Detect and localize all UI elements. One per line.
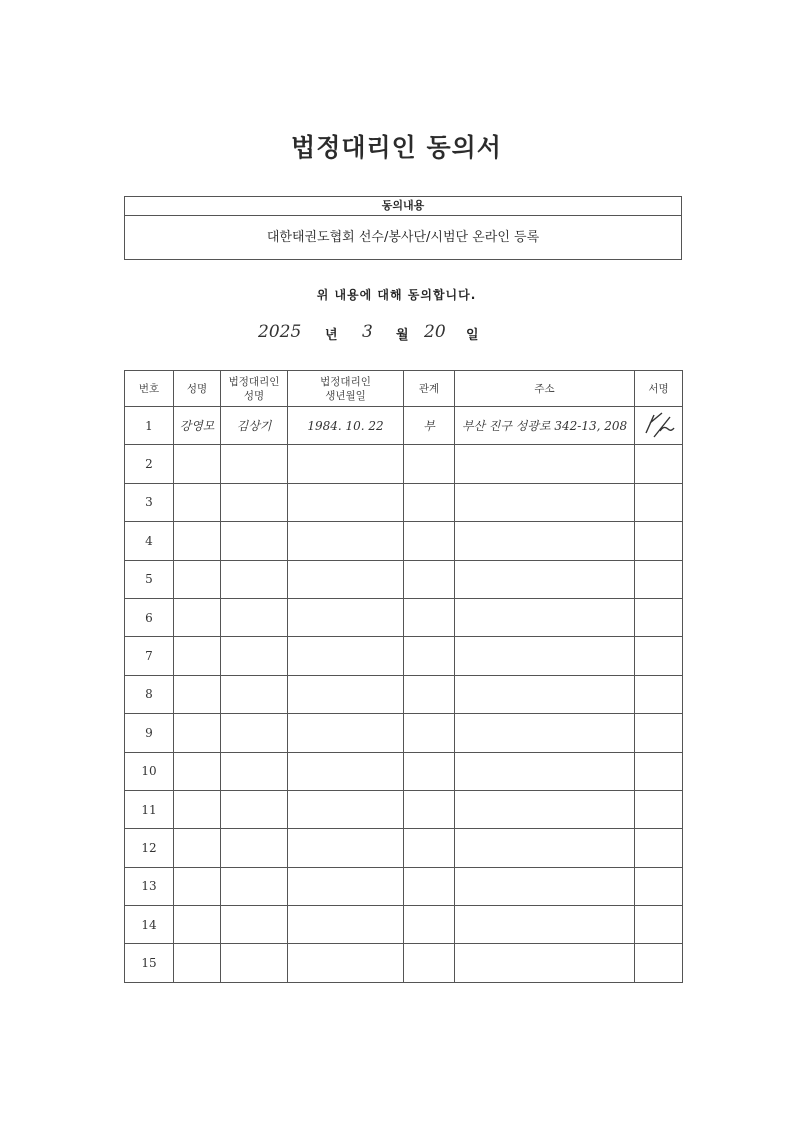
cell-signature: [635, 714, 683, 752]
cell-name: 강영모: [174, 407, 221, 445]
cell-relation: 부: [404, 407, 455, 445]
cell-no: 12: [125, 829, 174, 867]
cell-guardian-birth: [288, 598, 404, 636]
table-row: [125, 906, 683, 944]
table-row: [125, 483, 683, 521]
cell-name: [174, 714, 221, 752]
cell-no: 8: [125, 675, 174, 713]
cell-address: [455, 637, 635, 675]
cell-signature: [635, 483, 683, 521]
cell-relation: [404, 483, 455, 521]
cell-name: [174, 867, 221, 905]
cell-name: [174, 483, 221, 521]
cell-no: 4: [125, 522, 174, 560]
header-guardian-birth-line2: 생년월일: [325, 389, 366, 402]
cell-no: 10: [125, 752, 174, 790]
cell-no: 2: [125, 445, 174, 483]
cell-guardian-name: 김상기: [221, 407, 288, 445]
table-row: [125, 675, 683, 713]
cell-guardian-birth: [288, 944, 404, 982]
header-guardian-name-line1: 법정대리인: [228, 375, 280, 388]
cell-relation: [404, 867, 455, 905]
cell-signature: [635, 675, 683, 713]
cell-address: [455, 906, 635, 944]
header-no: 번호: [125, 371, 174, 407]
cell-address: [455, 675, 635, 713]
cell-guardian-name: [221, 522, 288, 560]
date-year-unit: 년: [325, 328, 338, 343]
cell-relation: [404, 522, 455, 560]
header-name: 성명: [174, 371, 221, 407]
cell-guardian-name: [221, 483, 288, 521]
agreement-statement: 위 내용에 대해 동의합니다.: [316, 288, 477, 302]
cell-relation: [404, 560, 455, 598]
date-month-unit: 월: [396, 328, 409, 343]
cell-name: [174, 790, 221, 828]
date-year-handwritten: 2025: [258, 322, 302, 342]
cell-guardian-name: [221, 829, 288, 867]
table-row: [125, 790, 683, 828]
date-month-handwritten: 3: [362, 322, 373, 342]
registrant-table: [124, 370, 683, 983]
cell-signature: [635, 906, 683, 944]
cell-no: 11: [125, 790, 174, 828]
cell-no: 14: [125, 906, 174, 944]
cell-guardian-birth: [288, 752, 404, 790]
table-row: [125, 560, 683, 598]
cell-guardian-birth: [288, 560, 404, 598]
cell-relation: [404, 752, 455, 790]
cell-name: [174, 560, 221, 598]
cell-name: [174, 522, 221, 560]
cell-guardian-name: [221, 790, 288, 828]
cell-signature: [635, 944, 683, 982]
cell-signature: [635, 560, 683, 598]
header-relation: 관계: [404, 371, 455, 407]
header-guardian-birth: [288, 371, 404, 407]
cell-address: [455, 598, 635, 636]
cell-signature: [635, 752, 683, 790]
cell-address: [455, 867, 635, 905]
table-row: [125, 714, 683, 752]
cell-relation: [404, 944, 455, 982]
cell-address: [455, 752, 635, 790]
cell-name: [174, 675, 221, 713]
cell-address: [455, 560, 635, 598]
cell-guardian-name: [221, 637, 288, 675]
cell-address: [455, 790, 635, 828]
cell-guardian-name: [221, 906, 288, 944]
cell-guardian-name: [221, 867, 288, 905]
cell-signature: [635, 637, 683, 675]
header-signature: 서명: [635, 371, 683, 407]
cell-no: 5: [125, 560, 174, 598]
cell-signature: [635, 867, 683, 905]
cell-signature: [635, 598, 683, 636]
cell-guardian-birth: [288, 829, 404, 867]
table-row: [125, 522, 683, 560]
cell-relation: [404, 445, 455, 483]
cell-address: [455, 944, 635, 982]
cell-guardian-birth: [288, 637, 404, 675]
cell-no: 1: [125, 407, 174, 445]
table-row: [125, 598, 683, 636]
cell-no: 9: [125, 714, 174, 752]
consent-box: [124, 196, 682, 260]
cell-signature: [635, 445, 683, 483]
cell-no: 13: [125, 867, 174, 905]
cell-name: [174, 829, 221, 867]
cell-relation: [404, 790, 455, 828]
cell-guardian-name: [221, 560, 288, 598]
date-day-handwritten: 20: [424, 322, 446, 342]
cell-guardian-name: [221, 714, 288, 752]
cell-guardian-birth: [288, 445, 404, 483]
cell-address: [455, 445, 635, 483]
cell-address: 부산 진구 성광로 342-13, 208: [455, 407, 635, 445]
cell-name: [174, 906, 221, 944]
consent-heading: 동의내용: [125, 197, 681, 216]
cell-signature: [635, 522, 683, 560]
cell-name: [174, 445, 221, 483]
cell-name: [174, 598, 221, 636]
table-row: [125, 637, 683, 675]
cell-guardian-birth: [288, 906, 404, 944]
cell-guardian-birth: 1984. 10. 22: [288, 407, 404, 445]
handwritten-signature-icon: [640, 411, 678, 441]
header-guardian-birth-line1: 법정대리인: [320, 375, 371, 388]
cell-address: [455, 714, 635, 752]
cell-no: 3: [125, 483, 174, 521]
table-row: [125, 752, 683, 790]
cell-relation: [404, 714, 455, 752]
cell-no: 7: [125, 637, 174, 675]
cell-address: [455, 829, 635, 867]
table-row: [125, 829, 683, 867]
header-address: 주소: [455, 371, 635, 407]
cell-guardian-name: [221, 445, 288, 483]
cell-address: [455, 522, 635, 560]
cell-signature: [635, 829, 683, 867]
table-header-row: [125, 371, 683, 407]
cell-guardian-birth: [288, 714, 404, 752]
cell-relation: [404, 906, 455, 944]
cell-name: [174, 944, 221, 982]
cell-guardian-name: [221, 675, 288, 713]
cell-guardian-birth: [288, 867, 404, 905]
cell-name: [174, 637, 221, 675]
cell-signature: [635, 790, 683, 828]
consent-content: 대한태권도협회 선수/봉사단/시범단 온라인 등록: [266, 230, 540, 245]
cell-relation: [404, 829, 455, 867]
cell-guardian-birth: [288, 675, 404, 713]
cell-guardian-name: [221, 944, 288, 982]
cell-guardian-birth: [288, 522, 404, 560]
header-guardian-name: [221, 371, 288, 407]
cell-guardian-name: [221, 752, 288, 790]
cell-signature: [635, 407, 683, 445]
cell-guardian-birth: [288, 483, 404, 521]
header-guardian-name-line2: 성명: [243, 389, 265, 402]
cell-guardian-name: [221, 598, 288, 636]
cell-guardian-birth: [288, 790, 404, 828]
table-row: [125, 407, 683, 445]
table-row: [125, 944, 683, 982]
date-day-unit: 일: [466, 328, 479, 343]
cell-no: 6: [125, 598, 174, 636]
table-row: [125, 445, 683, 483]
cell-relation: [404, 637, 455, 675]
cell-address: [455, 483, 635, 521]
document-title: 법정대리인 동의서: [291, 133, 502, 162]
cell-no: 15: [125, 944, 174, 982]
cell-relation: [404, 598, 455, 636]
table-row: [125, 867, 683, 905]
cell-name: [174, 752, 221, 790]
cell-relation: [404, 675, 455, 713]
